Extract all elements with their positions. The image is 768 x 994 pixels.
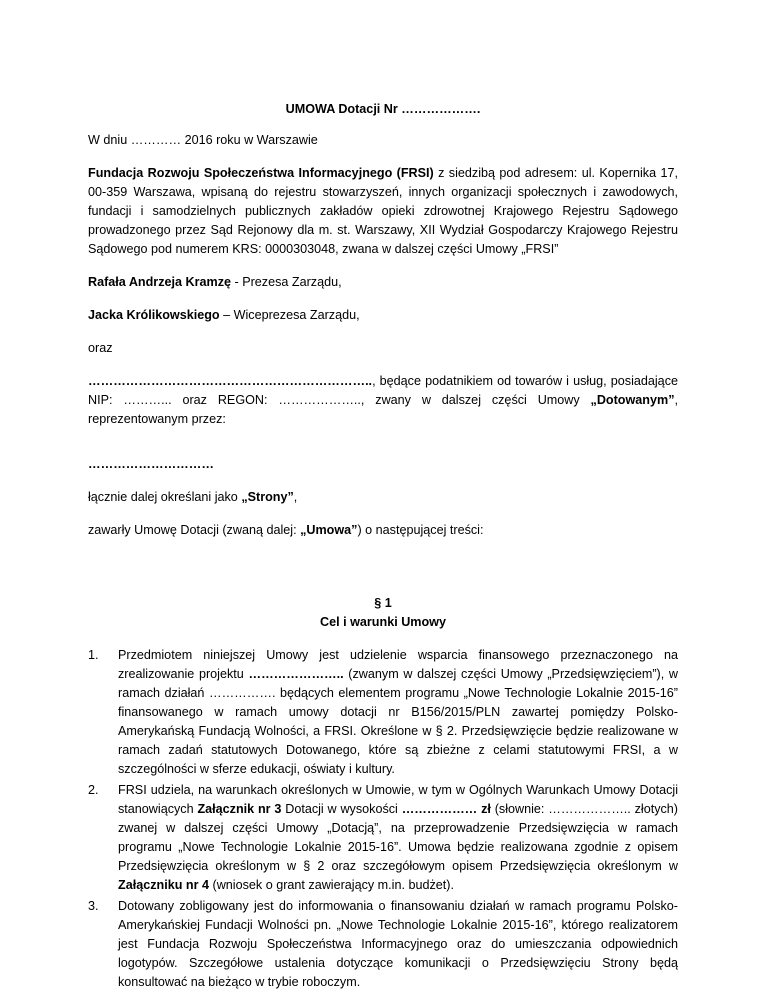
clause-number: 2. bbox=[88, 783, 99, 797]
umowa-line bbox=[88, 521, 678, 540]
oraz-line: oraz bbox=[88, 341, 113, 355]
clause-item bbox=[88, 646, 678, 779]
clause-text: Dotacji w wysokości bbox=[281, 802, 402, 816]
party2-name: „Dotowanym” bbox=[590, 393, 675, 407]
intro-line: W dniu ………… 2016 roku w Warszawie bbox=[88, 133, 318, 147]
party2-text1: , będące podatnikiem od towarów i usług, posiadające NIP: ………... oraz REGON: ……………….., zwany w dalszej części Umowy bbox=[88, 374, 678, 407]
rep2-role: – Wiceprezesa Zarządu, bbox=[219, 308, 360, 322]
clause-item bbox=[88, 897, 678, 992]
strony-bold: „Strony” bbox=[241, 490, 294, 504]
strony-text: łącznie dalej określani jako bbox=[88, 490, 242, 504]
clause-text: (słownie: ……………….. złotych) zwanej w dalszej części Umowy „Dotacją”, na przeprowadzenie Przedsięwzięcia w ramach programu „Nowe Technologie Lokalnie 2015-16”. Umowa będzie realizowana zgodnie z opisem Przedsięwzięcia określonym w § 2 oraz szczegółowym opisem Przedsięwzięcia określonym w bbox=[118, 802, 678, 873]
document-title: UMOWA Dotacji Nr ………………. bbox=[285, 102, 481, 116]
umowa-bold: „Umowa” bbox=[300, 523, 358, 537]
representative-blank: ………………………… bbox=[88, 457, 214, 471]
party1-name: Fundacja Rozwoju Społeczeństwa Informacyjnego (FRSI) bbox=[88, 166, 434, 180]
rep1-name: Rafała Andrzeja Kramzę bbox=[88, 275, 232, 289]
section-number: § 1 bbox=[374, 596, 392, 610]
amount-blank: ……………… zł bbox=[401, 802, 491, 816]
document-body bbox=[88, 100, 678, 994]
clause-text: (zwanym w dalszej części Umowy „Przedsięwzięciem”), w ramach działań ……………. będących elementem programu „Nowe Technologie Lokalnie 2015-16” finansowanego w ramach umowy dotacji nr B156/2015/PLN zawartej pomiędzy Polsko-Amerykańską Fundacją Wolności, a FRSI. Określone w § 2. Przedsięwzięcie będzie realizowane w ramach zadań statutowych Dotowanego, które są zbieżne z celami statutowymi FRSI, a w szczególności w sferze edukacji, oświaty i kultury. bbox=[118, 667, 678, 776]
clause-list bbox=[88, 646, 678, 992]
clause-text: Dotowany zobligowany jest do informowania o finansowaniu działań w ramach programu Polsko-Amerykańskiej Fundacji Wolności pn. „Nowe Technologie Lokalnie 2015-16”, którego realizatorem jest Fundacja Rozwoju Społeczeństwa Informacyjnego oraz do umieszczania odpowiednich logotypów. Szczegółowe ustalenia dotyczące komunikacji o Przedsięwzięciu Strony będą konsultować na bieżąco w trybie roboczym. bbox=[118, 899, 678, 989]
representative-1 bbox=[88, 273, 678, 292]
attachment-ref: Załączniku nr 4 bbox=[118, 878, 209, 892]
clause-number: 3. bbox=[88, 899, 99, 913]
strony-end: , bbox=[293, 490, 298, 504]
representative-2 bbox=[88, 306, 678, 325]
attachment-ref: Załącznik nr 3 bbox=[197, 802, 282, 816]
section-title: Cel i warunki Umowy bbox=[320, 615, 446, 629]
umowa-end: ) o następującej treści: bbox=[357, 523, 484, 537]
clause-text: Przedmiotem niniejszej Umowy jest udzielenie wsparcia finansowego przeznaczonego na zrealizowanie projektu bbox=[118, 648, 678, 681]
clause-text: (wniosek o grant zawierający m.in. budżet). bbox=[209, 878, 454, 892]
rep1-role: - Prezesa Zarządu, bbox=[231, 275, 342, 289]
party1-details: z siedzibą pod adresem: ul. Kopernika 17, 00-359 Warszawa, wpisaną do rejestru stowarzyszeń, innych organizacji społecznych i zawodowych, fundacji i samodzielnych publicznych zakładów opieki zdrowotnej Krajowego Rejestru Sądowego prowadzonego przez Sąd Rejonowy dla m. st. Warszawy, XII Wydział Gospodarczy Krajowego Rejestru Sądowego pod numerem KRS: 0000303048, zwana w dalszej części Umowy „FRSI” bbox=[88, 166, 678, 256]
party2-text2: , reprezentowanym przez: bbox=[88, 393, 678, 426]
strony-line bbox=[88, 488, 678, 507]
clause-item bbox=[88, 781, 678, 895]
clause-number: 1. bbox=[88, 648, 99, 662]
party2-paragraph bbox=[88, 372, 678, 429]
party1-paragraph bbox=[88, 164, 678, 259]
umowa-text: zawarły Umowę Dotacji (zwaną dalej: bbox=[88, 523, 301, 537]
clause-blank: ………………….. bbox=[248, 667, 344, 681]
clause-text: FRSI udziela, na warunkach określonych w Umowie, w tym w Ogólnych Warunkach Umowy Dotacji stanowiących bbox=[118, 783, 678, 816]
party2-blank: ………………………………………………………….. bbox=[88, 374, 373, 388]
rep2-name: Jacka Królikowskiego bbox=[88, 308, 220, 322]
section-1-heading bbox=[88, 594, 678, 632]
